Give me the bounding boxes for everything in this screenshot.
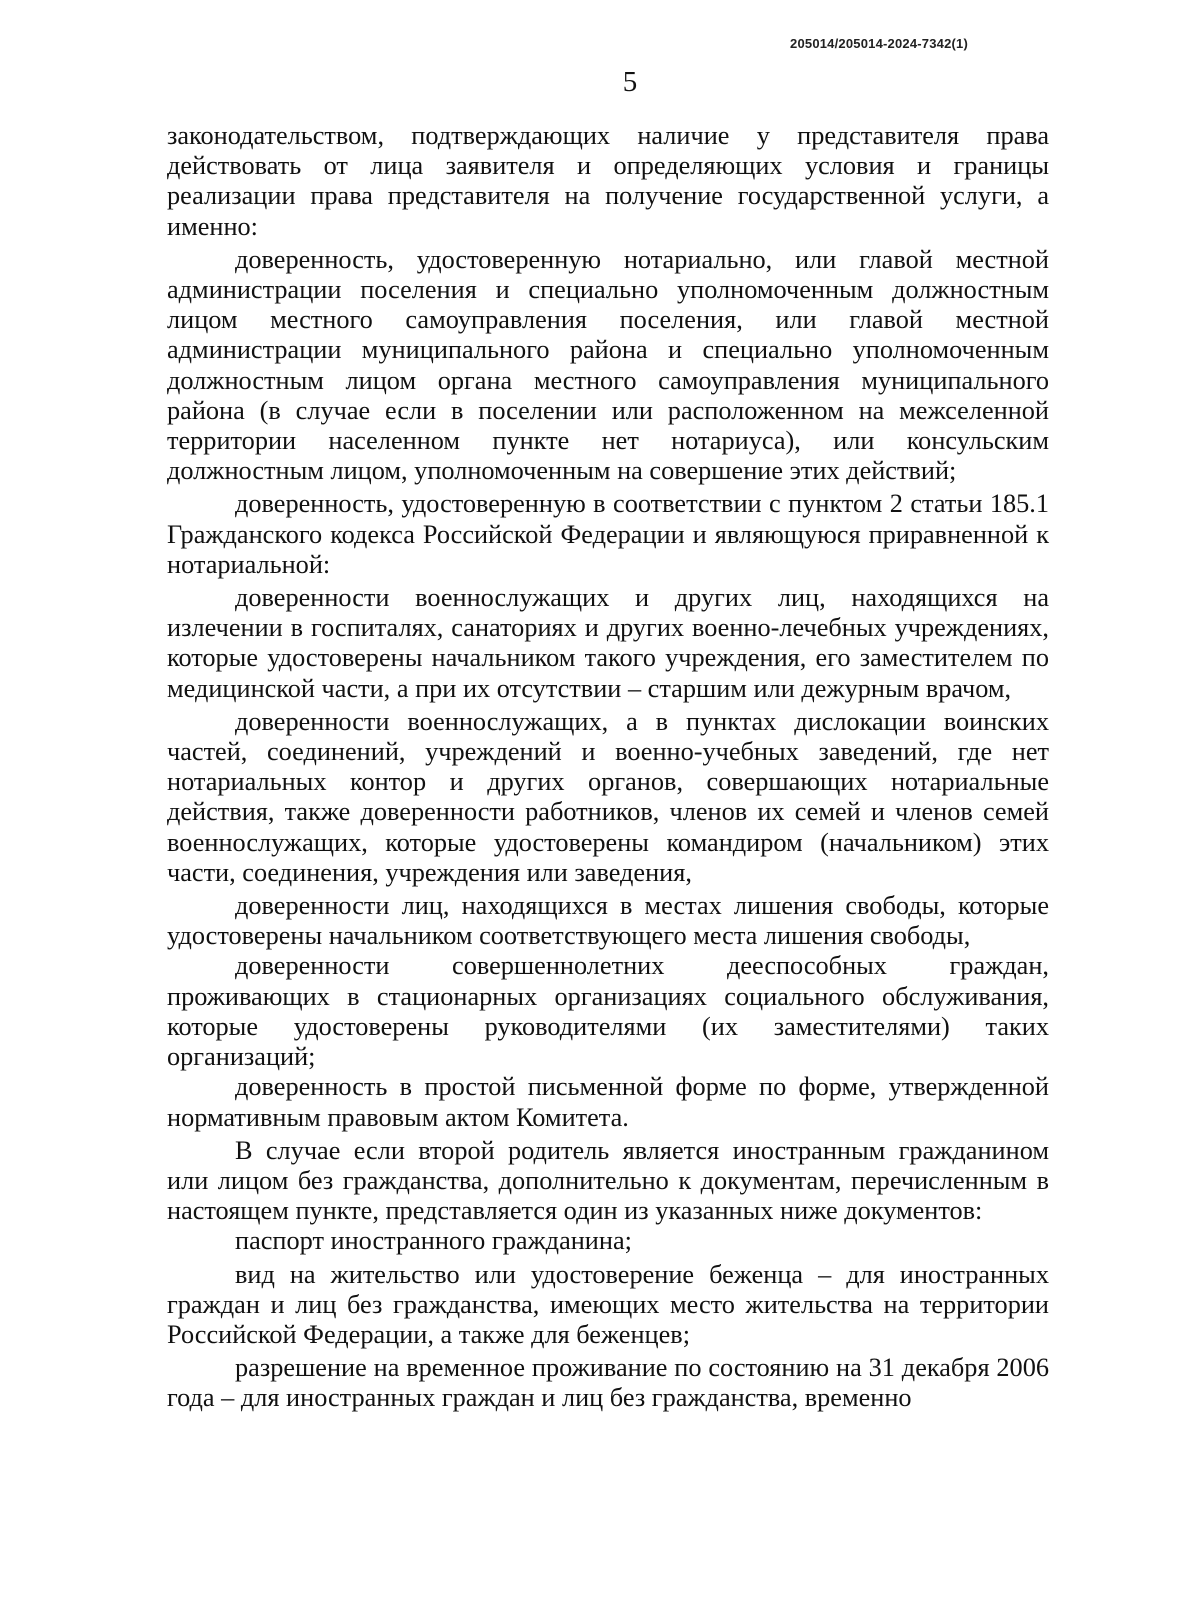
document-body (167, 121, 1049, 1414)
paragraph-military-units: доверенности военнослужащих, а в пунктах дислокации воинских частей, соединений, учреждений и военно-учебных заведений, где нет нотариальных контор и других органов, совершающих нотариальные действия, также доверенности работников, членов их семей и членов семей военнослужащих, которые удостоверены командиром (начальником) этих части, соединения, учреждения или заведения, (167, 706, 1049, 887)
page-number: 5 (622, 66, 638, 98)
paragraph-places-of-detention: доверенности лиц, находящихся в местах лишения свободы, которые удостоверены начальником соответствующего места лишения свободы, (167, 891, 1049, 951)
paragraph-notarized-power-of-attorney: доверенность, удостоверенную нотариально, или главой местной администрации поселения и специально уполномоченным должностным лицом местного самоуправления поселения, или главой местной администрации муниципального района и специально уполномоченным должностным лицом органа местного самоуправления муниципального района (в случае если в поселении или расположенном на межселенной территории населенном пункте нет нотариуса), или консульским должностным лицом, уполномоченным на совершение этих действий; (167, 244, 1049, 486)
document-id: 205014/205014-2024-7342(1) (790, 36, 968, 51)
paragraph-simple-written-form: доверенность в простой письменной форме по форме, утвержденной нормативным правовым актом Комитета. (167, 1072, 1049, 1132)
paragraph-foreign-passport: паспорт иностранного гражданина; (235, 1226, 632, 1256)
paragraph-foreign-parent: В случае если второй родитель является иностранным гражданином или лицом без гражданства, дополнительно к документам, перечисленным в настоящем пункте, представляется один из указанных ниже документов: (167, 1135, 1049, 1226)
paragraph-representative-rights: законодательством, подтверждающих наличие у представителя права действовать от лица заявителя и определяющих условия и границы реализации права представителя на получение государственной услуги, а именно: (167, 121, 1049, 241)
paragraph-military-hospital: доверенности военнослужащих и других лиц, находящихся на излечении в госпиталях, санаториях и других военно-лечебных учреждениях, которые удостоверены начальником такого учреждения, его заместителем по медицинской части, а при их отсутствии – старшим или дежурным врачом, (167, 583, 1049, 703)
paragraph-social-service-organizations: доверенности совершеннолетних дееспособных граждан, проживающих в стационарных организациях социального обслуживания, которые удостоверены руководителями (их заместителями) таких организаций; (167, 951, 1049, 1072)
paragraph-temporary-residence: разрешение на временное проживание по состоянию на 31 декабря 2006 года – для иностранных граждан и лиц без гражданства, временно (167, 1353, 1049, 1413)
paragraph-residence-permit: вид на жительство или удостоверение беженца – для иностранных граждан и лиц без гражданства, имеющих место жительства на территории Российской Федерации, а также для беженцев; (167, 1259, 1049, 1349)
paragraph-power-of-attorney-article-185: доверенность, удостоверенную в соответствии с пунктом 2 статьи 185.1 Гражданского кодекса Российской Федерации и являющуюся приравненной к нотариальной: (167, 489, 1049, 579)
